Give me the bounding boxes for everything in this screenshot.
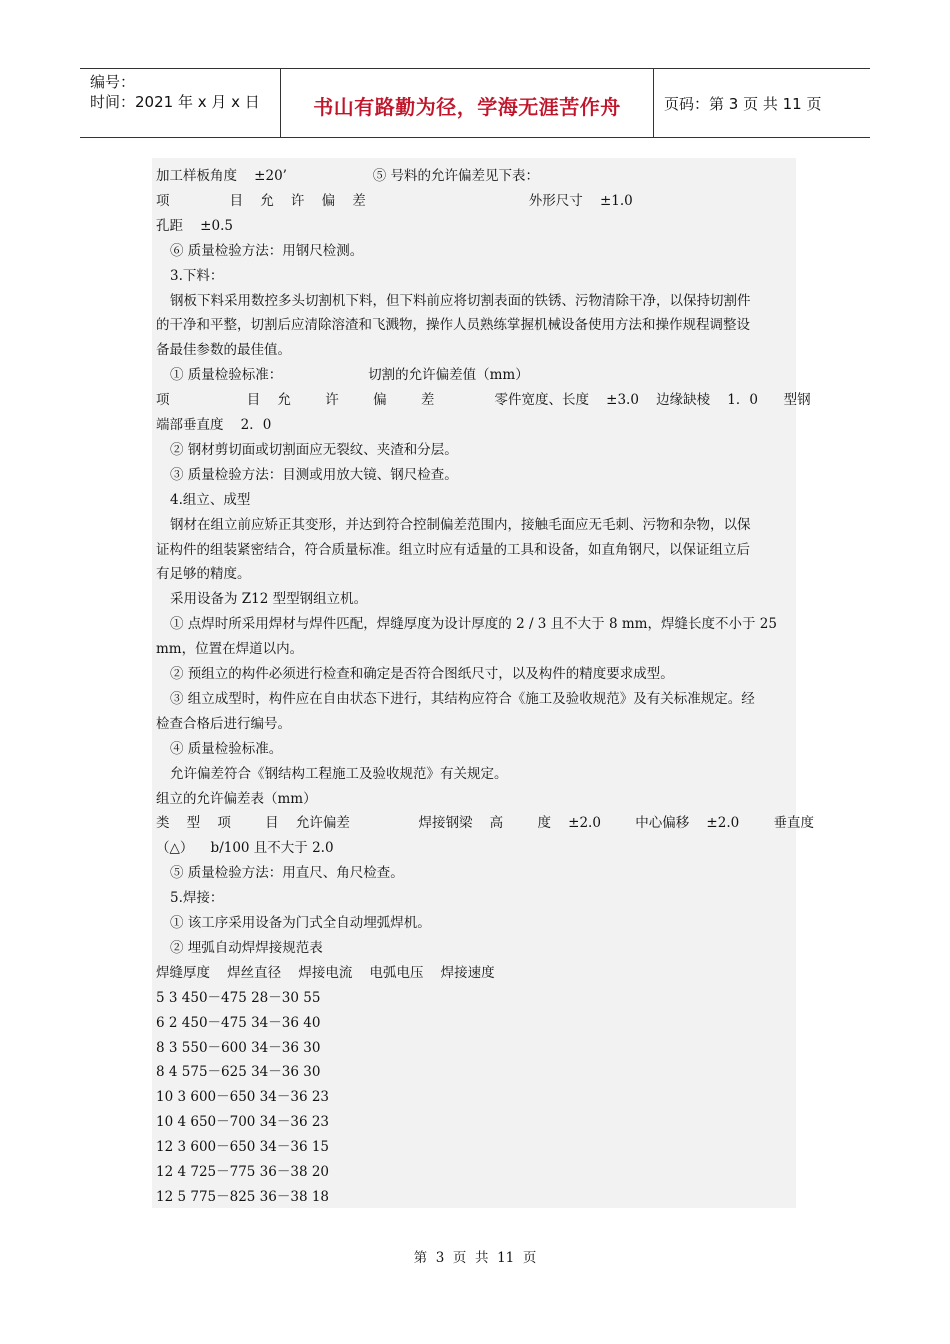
body-line: ① 点焊时所采用焊材与焊件匹配，焊缝厚度为设计厚度的 2 / 3 且不大于 8 mm，焊缝长度不小于 25 bbox=[170, 616, 777, 633]
body-line: 10 4 650－700 34－36 23 bbox=[156, 1114, 330, 1131]
body-line: ④ 质量检验标准。 bbox=[170, 740, 283, 757]
body-line: 项 目 允 许 偏 差 外形尺寸 ±1.0 bbox=[156, 192, 633, 209]
body-line: ③ 质量检验方法：目测或用放大镜、钢尺检查。 bbox=[170, 466, 458, 483]
body-line: 3.下料： bbox=[170, 267, 224, 284]
header-motto-cell bbox=[281, 69, 654, 137]
body-line: 项 目 允 许 偏 差 零件宽度、长度 ±3.0 边缘缺棱 1．0 型钢 bbox=[156, 392, 811, 409]
header-meta-cell bbox=[80, 69, 281, 137]
body-line: （△） b/100 且不大于 2.0 bbox=[156, 840, 334, 857]
body-line: 采用设备为 Z12 型型钢组立机。 bbox=[170, 591, 368, 608]
header-page-cell bbox=[654, 69, 870, 137]
body-line: ⑥ 质量检验方法：用钢尺检测。 bbox=[170, 242, 364, 259]
body-line: 焊缝厚度 焊丝直径 焊接电流 电弧电压 焊接速度 bbox=[156, 964, 495, 981]
body-line: 的干净和平整，切割后应清除溶渣和飞溅物，操作人员熟练掌握机械设备使用方法和操作规程调整设 bbox=[156, 317, 750, 334]
body-line: ② 埋弧自动焊焊接规范表 bbox=[170, 939, 323, 956]
body-line: 5.焊接： bbox=[170, 890, 224, 907]
body-line: 12 5 775－825 36－38 18 bbox=[156, 1188, 330, 1205]
body-line: ① 质量检验标准： 切割的允许偏差值（mm） bbox=[170, 367, 529, 384]
body-line: 4.组立、成型 bbox=[170, 491, 251, 508]
body-line: 钢板下料采用数控多头切割机下料，但下料前应将切割表面的铁锈、污物清除干净，以保持切割件 bbox=[170, 292, 751, 309]
body-line: 有足够的精度。 bbox=[156, 566, 251, 583]
body-line: ③ 组立成型时，构件应在自由状态下进行，其结构应符合《施工及验收规范》及有关标准规定。经 bbox=[170, 690, 755, 707]
body-line: 加工样板角度 ±20’ ⑤ 号料的允许偏差见下表： bbox=[156, 168, 540, 184]
body-line: 12 3 600－650 34－36 15 bbox=[156, 1139, 330, 1156]
body-line: 备最佳参数的最佳值。 bbox=[156, 342, 291, 359]
body-line: 钢材在组立前应矫正其变形，并达到符合控制偏差范围内，接触毛面应无毛刺、污物和杂物，以保 bbox=[170, 516, 751, 533]
body-line: mm，位置在焊道以内。 bbox=[156, 641, 304, 658]
document-date-label: 时间：2021 年 x 月 x 日 bbox=[90, 93, 260, 111]
body-line: 8 3 550－600 34－36 30 bbox=[156, 1039, 321, 1056]
body-line: 12 4 725－775 36－38 20 bbox=[156, 1164, 330, 1180]
document-number-label: 编号： bbox=[90, 73, 136, 91]
body-line: 孔距 ±0.5 bbox=[156, 217, 233, 234]
body-line: ② 钢材剪切面或切割面应无裂纹、夹渣和分层。 bbox=[170, 441, 458, 458]
header-motto: 书山有路勤为径，学海无涯苦作舟 bbox=[313, 95, 621, 119]
body-line: 端部垂直度 2．0 bbox=[156, 417, 272, 433]
body-line: 证构件的组装紧密结合，符合质量标准。组立时应有适量的工具和设备，如直角钢尺，以保证组立后 bbox=[156, 541, 750, 558]
body-line: ⑤ 质量检验方法：用直尺、角尺检查。 bbox=[170, 865, 404, 882]
body-line: ② 预组立的构件必须进行检查和确定是否符合图纸尺寸，以及构件的精度要求成型。 bbox=[170, 666, 674, 682]
body-line: 8 4 575－625 34－36 30 bbox=[156, 1064, 321, 1081]
body-line: 10 3 600－650 34－36 23 bbox=[156, 1089, 330, 1106]
body-line: 组立的允许偏差表（mm） bbox=[156, 790, 317, 807]
body-line: 检查合格后进行编号。 bbox=[156, 715, 291, 732]
body-line: 类 型 项 目 允许偏差 焊接钢梁 高 度 ±2.0 中心偏移 ±2.0 垂直度 bbox=[156, 815, 815, 832]
body-line: 6 2 450－475 34－36 40 bbox=[156, 1014, 321, 1031]
document-body bbox=[152, 158, 815, 1208]
body-line: ① 该工序采用设备为门式全自动埋弧焊机。 bbox=[170, 915, 431, 931]
body-line: 允许偏差符合《钢结构工程施工及验收规范》有关规定。 bbox=[170, 765, 508, 782]
page-footer: 第 3 页 共 11 页 bbox=[413, 1250, 537, 1266]
page-header bbox=[80, 68, 870, 138]
body-line: 5 3 450－475 28－30 55 bbox=[156, 989, 321, 1006]
header-page-number: 页码：第 3 页 共 11 页 bbox=[664, 95, 822, 113]
